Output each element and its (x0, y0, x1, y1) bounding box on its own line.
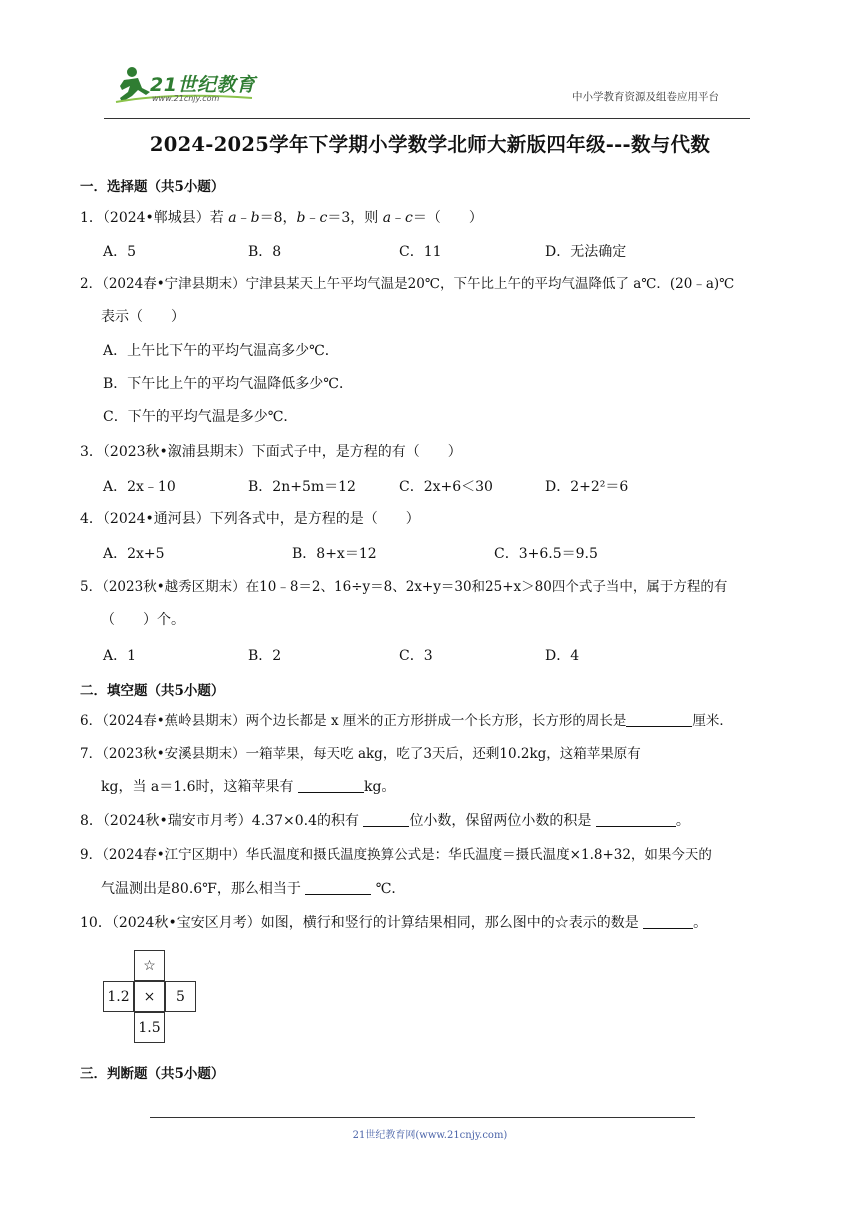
q5-option-c[interactable]: C．3 (399, 648, 433, 664)
q1-option-a[interactable]: A．5 (103, 244, 137, 260)
q4-option-b[interactable]: B．8+x＝12 (292, 546, 377, 562)
page-title: 2024-2025学年下学期小学数学北师大新版四年级---数与代数 (149, 133, 711, 156)
q1-option-d[interactable]: D．无法确定 (545, 244, 627, 260)
q2-option-a[interactable]: A．上午比下午的平均气温高多少℃． (103, 343, 339, 359)
question-text-end: 。 (693, 915, 708, 931)
question-text: kg，当 a＝1.6时，这箱苹果有 (101, 779, 294, 795)
q3-option-b[interactable]: B．2n+5m＝12 (248, 479, 356, 495)
question-text: （2024春•江宁区期中）华氏温度和摄氏温度换算公式是：华氏温度＝摄氏温度×1.8+32，如果今天的 (102, 847, 712, 863)
question-3 (80, 442, 780, 462)
question-text: （2024秋•瑞安市月考）4.37×0.4的积有 (102, 813, 359, 829)
q1-option-c[interactable]: C．11 (399, 244, 442, 260)
grid-cell-left: 1.2 (103, 981, 134, 1012)
q5-option-b[interactable]: B．2 (248, 648, 282, 664)
answer-blank[interactable] (643, 914, 693, 929)
question-5 (80, 577, 780, 597)
question-text: （2023秋•溆浦县期末）下面式子中，是方程的有（ ） (102, 444, 462, 460)
question-4 (80, 509, 780, 529)
question-6 (80, 711, 780, 731)
question-text: （2023秋•越秀区期末）在10﹣8＝2、16÷y＝8、2x+y＝30和25+x＞80四个式子当中，属于方程的有 (102, 579, 728, 595)
answer-blank[interactable] (305, 880, 371, 895)
question-number: 1． (80, 210, 103, 226)
question-text-end: 厘米． (692, 713, 733, 729)
answer-blank[interactable] (298, 778, 364, 793)
question-number: 4． (80, 511, 103, 527)
question-8 (80, 811, 780, 831)
question-text-mid: 位小数，保留两位小数的积是 (409, 813, 592, 829)
q3-option-a[interactable]: A．2x﹣10 (103, 479, 176, 495)
question-text-end: ℃． (375, 881, 406, 897)
question-7-cont (101, 777, 801, 797)
question-text: （2024•通河县）下列各式中，是方程的是（ ） (102, 511, 420, 527)
question-2 (80, 274, 780, 294)
section-choice: 一．选择题（共5小题） (80, 179, 225, 195)
question-number: 7． (80, 746, 103, 762)
answer-blank[interactable] (363, 812, 409, 827)
q1-option-b[interactable]: B．8 (248, 244, 282, 260)
header-divider (104, 118, 750, 119)
q4-option-c[interactable]: C．3+6.5＝9.5 (494, 546, 598, 562)
question-number: 9． (80, 847, 103, 863)
footer-text: 21世纪教育网(www.21cnjy.com) (352, 1130, 508, 1141)
question-text-end: kg。 (363, 779, 396, 795)
q2-option-c[interactable]: C．下午的平均气温是多少℃． (103, 409, 298, 425)
question-number: 6． (80, 713, 103, 729)
question-text: 气温测出是80.6℉，那么相当于 (101, 881, 301, 897)
question-text-end: 。 (675, 813, 690, 829)
question-number: 2． (80, 276, 103, 292)
grid-cell-right: 5 (165, 981, 196, 1012)
question-text: （2023秋•安溪县期末）一箱苹果，每天吃 akg，吃了3天后，还剩10.2kg，这箱苹果原有 (102, 746, 641, 762)
question-9-cont (101, 879, 801, 899)
question-number: 5． (80, 579, 103, 595)
question-10 (80, 913, 780, 933)
q2-option-b[interactable]: B．下午比上午的平均气温降低多少℃． (103, 376, 353, 392)
section-fill: 二．填空题（共5小题） (80, 683, 225, 699)
question-number: 8． (80, 813, 103, 829)
answer-blank[interactable] (626, 712, 692, 727)
q4-option-a[interactable]: A．2x+5 (103, 546, 165, 562)
question-5-cont: （ ）个。 (101, 612, 185, 628)
answer-blank[interactable] (596, 812, 676, 827)
question-text: （2024•郸城县）若 (102, 210, 229, 226)
q5-option-a[interactable]: A．1 (103, 648, 137, 664)
logo-url: www.21cnjy.com (152, 94, 220, 103)
question-text: （2024春•蕉岭县期末）两个边长都是 x 厘米的正方形拼成一个长方形，长方形的周长是 (102, 713, 627, 729)
q3-option-d[interactable]: D．2+2²＝6 (545, 479, 629, 495)
question-2-cont: 表示（ ） (101, 309, 185, 325)
grid-cell-center: × (134, 981, 165, 1012)
question-7 (80, 744, 780, 764)
q5-option-d[interactable]: D．4 (545, 648, 580, 664)
section-judge: 三．判断题（共5小题） (80, 1066, 225, 1082)
grid-cell-bottom: 1.5 (134, 1012, 165, 1043)
question-9 (80, 845, 780, 865)
question-text: （2024春•宁津县期末）宁津县某天上午平均气温是20℃，下午比上午的平均气温降低了 a℃．(20﹣a)℃ (102, 276, 735, 292)
question-1: 1．（2024•郸城县）若 a﹣b＝8，b﹣c＝3，则 a﹣c＝（ ） (80, 210, 483, 226)
question-number: 3． (80, 444, 103, 460)
question-number: 10． (80, 915, 112, 931)
footer-divider (150, 1117, 695, 1118)
q3-option-c[interactable]: C．2x+6＜30 (399, 479, 493, 495)
platform-label: 中小学教育资源及组卷应用平台 (572, 91, 719, 103)
logo-text: 21世纪教育 (150, 74, 256, 96)
question-text: （2024秋•宝安区月考）如图，横行和竖行的计算结果相同，那么图中的☆表示的数是 (111, 915, 639, 931)
grid-cell-top: ☆ (134, 950, 165, 981)
